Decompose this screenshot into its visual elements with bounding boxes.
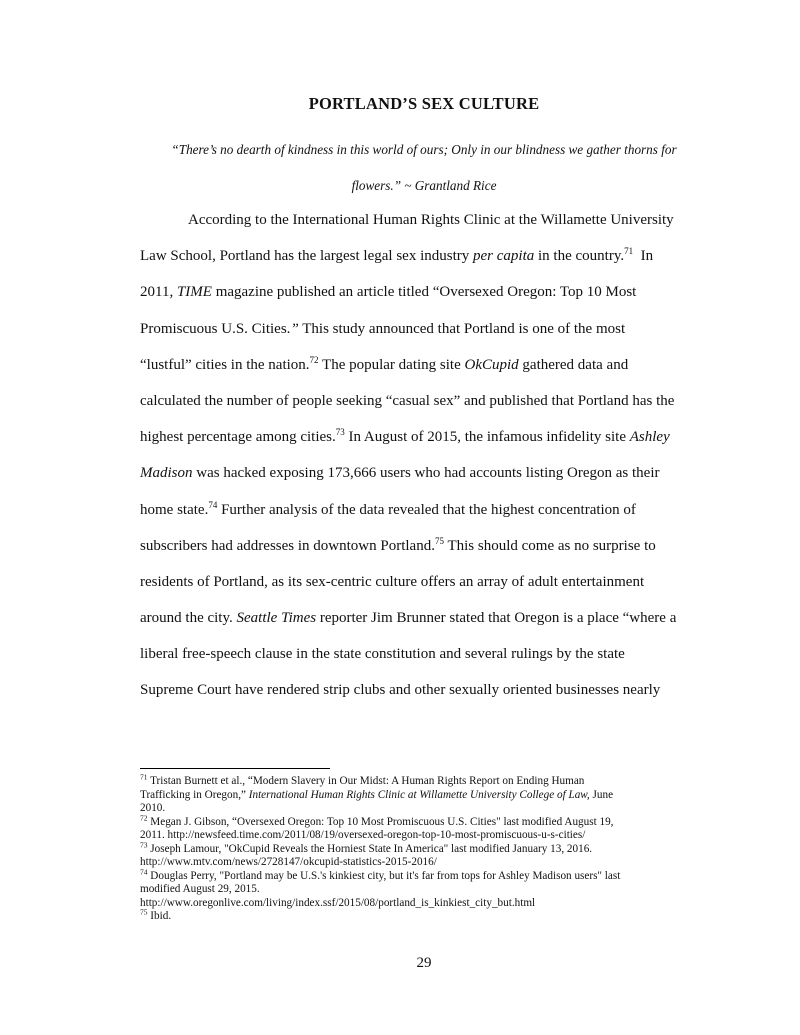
body-line <box>140 564 708 600</box>
footnote-link[interactable]: http://www.oregonlive.com/living/index.ssf/2015/08/portland_is_kinkiest_city_but.html <box>140 896 536 909</box>
body-text: home state. <box>140 501 209 518</box>
footnote-ref: 71 <box>624 246 634 257</box>
body-text: In <box>633 248 654 265</box>
footnote-italic: International Human Rights Clinic at Willamette University College of Law, <box>248 788 590 801</box>
body-text: around the city. <box>140 610 237 627</box>
body-line <box>140 455 708 491</box>
body-line <box>140 672 708 708</box>
footnote-text: Joseph Lamour, "OkCupid Reveals the Horniest State In America" last modified January 13, 2016. <box>147 842 593 855</box>
body-text: subscribers had addresses in downtown Portland. <box>140 537 435 554</box>
epigraph-line: flowers.” ~ Grantland Rice <box>351 178 497 193</box>
body-italic: Seattle Times <box>236 610 317 627</box>
footnote-74-cont <box>140 897 715 911</box>
footnote-number: 75 <box>140 907 148 917</box>
footnote-75 <box>140 907 715 924</box>
footnotes <box>140 772 715 924</box>
footnote-73-cont <box>140 856 715 870</box>
footnote-number: 73 <box>140 839 148 849</box>
body-text: 2011, <box>140 284 177 301</box>
epigraph-line: “There’s no dearth of kindness in this world of ours; Only in our blindness we gather thorns for <box>171 142 677 157</box>
footnote-text: 2010. <box>140 802 166 814</box>
footnote-ref: 74 <box>208 499 218 510</box>
body-text: liberal free-speech clause in the state constitution and several rulings by the state <box>140 646 625 663</box>
footnote-72 <box>140 812 715 830</box>
body-italic: OkCupid <box>464 356 519 373</box>
body-text: magazine published an article titled “Oversexed Oregon: Top 10 Most <box>211 284 637 301</box>
body-line <box>140 492 708 528</box>
body-line <box>140 383 708 419</box>
footnote-text: Ibid. <box>147 910 172 922</box>
body-text: According to the International Human Rights Clinic at the Willamette University <box>188 212 674 228</box>
footnote-link[interactable]: 2011. http://newsfeed.time.com/2011/08/19/oversexed-oregon-top-10-most-promiscuous-u-s-cities/ <box>140 829 586 841</box>
body-text: residents of Portland, as its sex-centric culture offers an array of adult entertainment <box>140 573 645 590</box>
body-text: In August of 2015, the infamous infidelity site <box>344 429 630 446</box>
body-text: calculated the number of people seeking “casual sex” and published that Portland has the <box>140 392 675 409</box>
footnote-text: Tristan Burnett et al., “Modern Slavery in Our Midst: A Human Rights Report on Ending Human <box>147 775 585 787</box>
body-italic: TIME <box>176 284 212 301</box>
body-text: This study announced that Portland is one of the most <box>298 320 626 337</box>
footnote-71-cont <box>140 802 715 816</box>
body-line <box>140 528 708 564</box>
body-paragraph <box>140 202 708 709</box>
footnote-number: 72 <box>140 812 148 822</box>
page-number: 29 <box>416 955 432 971</box>
body-line <box>140 311 708 347</box>
body-italic: Ashley <box>629 429 670 446</box>
footnote-73 <box>140 839 715 857</box>
body-line <box>140 600 708 636</box>
footnote-text: Megan J. Gibson, “Oversexed Oregon: Top 10 Most Promiscuous U.S. Cities" last modified August 19, <box>147 815 614 828</box>
body-text: Supreme Court have rendered strip clubs and other sexually oriented businesses nearly <box>140 682 661 699</box>
footnote-74 <box>140 866 715 884</box>
body-text: The popular dating site <box>318 356 465 373</box>
body-italic: per capita <box>473 248 535 265</box>
footnote-71-cont <box>140 789 715 803</box>
body-line <box>140 419 708 455</box>
footnote-link[interactable]: http://www.mtv.com/news/2728147/okcupid-statistics-2015-2016/ <box>140 856 437 868</box>
epigraph-quote <box>140 132 708 204</box>
footnote-text: modified August 29, 2015. <box>140 883 260 895</box>
body-line <box>140 274 708 310</box>
body-line <box>140 238 708 274</box>
body-text: Further analysis of the data revealed that the highest concentration of <box>217 501 636 518</box>
footnote-71 <box>140 772 715 789</box>
body-text: was hacked exposing 173,666 users who had accounts listing Oregon as their <box>192 465 660 482</box>
footnote-number: 74 <box>140 866 148 876</box>
body-text: in the country. <box>534 248 625 265</box>
body-text: Law School, Portland has the largest legal sex industry <box>140 248 473 265</box>
footnote-text: June <box>589 788 614 801</box>
footnote-ref: 75 <box>434 535 444 546</box>
body-text: reporter Jim Brunner stated that Oregon is a place “where a <box>316 610 677 627</box>
body-text: gathered data and <box>518 356 629 373</box>
body-text: This should come as no surprise to <box>443 537 656 554</box>
footnote-ref: 72 <box>309 354 319 365</box>
body-line <box>140 202 708 238</box>
body-text: highest percentage among cities. <box>140 429 336 446</box>
page-title: PORTLAND’S SEX CULTURE <box>308 94 540 113</box>
footnote-text: Douglas Perry, "Portland may be U.S.'s kinkiest city, but it's far from tops for Ashley Madison users" last <box>147 869 621 882</box>
footnote-text: Trafficking in Oregon,” <box>140 788 249 801</box>
body-line <box>140 347 708 383</box>
body-text: Promiscuous U.S. Cities. <box>140 320 291 337</box>
footnote-74-cont <box>140 883 715 897</box>
footnote-ref: 73 <box>335 427 345 438</box>
footnote-number: 71 <box>140 772 148 782</box>
footnote-divider <box>140 768 330 769</box>
footnote-72-cont <box>140 829 715 843</box>
body-italic: Madison <box>140 465 193 482</box>
body-text: “lustful” cities in the nation. <box>140 356 310 373</box>
body-italic: ” <box>290 320 299 337</box>
body-line <box>140 636 708 672</box>
